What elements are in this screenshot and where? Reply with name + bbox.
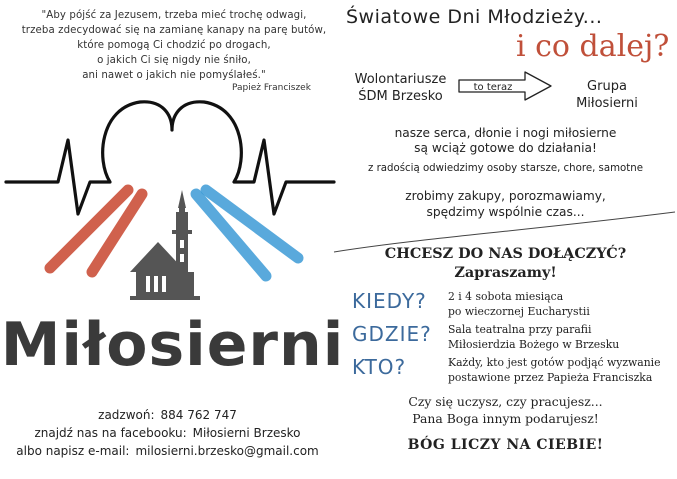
closing-text — [338, 393, 673, 427]
heartbeat-heart-line — [6, 102, 334, 214]
detail-line: po wieczornej Eucharystii — [448, 305, 590, 318]
closing-line: Czy się uczysz, czy pracujesz... — [408, 394, 603, 409]
to-group — [552, 78, 662, 112]
facebook-value: Miłosierni Brzesko — [192, 426, 301, 440]
who-label: KTO? — [352, 355, 407, 379]
join-line: Zapraszamy! — [454, 264, 557, 281]
to-line: Miłosierni — [576, 96, 638, 111]
lead-text — [338, 126, 673, 156]
contact-facebook — [0, 426, 335, 440]
quote-line: o jakich Ci się nigdy nie śniło, — [97, 55, 251, 66]
when-text — [448, 289, 590, 319]
from-group — [343, 71, 458, 105]
join-line: CHCESZ DO NAS DOŁĄCZYĆ? — [384, 245, 627, 262]
emblem-heart-church — [0, 90, 340, 320]
facebook-label: znajdź nas na facebooku: — [34, 426, 187, 440]
quote-line: ani nawet o jakich nie pomyślałeś." — [82, 70, 266, 81]
blue-rays — [196, 190, 298, 276]
quote-author: Papież Franciszek — [232, 83, 311, 93]
small-text: z radością odwiedzimy osoby starsze, chore, samotne — [368, 163, 643, 174]
phone-label: zadzwoń: — [98, 408, 155, 422]
closing-line: Pana Boga innym podarujesz! — [412, 411, 599, 426]
title-line1: Światowe Dni Młodzieży... — [346, 6, 603, 28]
more-line: spędzimy wspólnie czas... — [426, 205, 585, 219]
arrow-icon — [455, 66, 555, 104]
quote-line: trzeba zdecydować się na zamianę kanapy na parę butów, — [21, 25, 327, 36]
quote-line: które pomogą Ci chodzić po drogach, — [77, 40, 271, 51]
quote-line: "Aby pójść za Jezusem, trzeba mieć trochę odwagi, — [41, 10, 307, 21]
title-line2: i co dalej? — [516, 29, 670, 64]
contact-email — [0, 444, 335, 458]
detail-line: postawione przez Papieża Franciszka — [448, 371, 653, 384]
where-text — [448, 322, 619, 352]
join-heading — [338, 244, 673, 282]
detail-line: Sala teatralna przy parafii — [448, 323, 592, 336]
from-line: Wolontariusze — [354, 72, 447, 87]
where-label: GDZIE? — [352, 322, 432, 346]
email-value: milosierni.brzesko@gmail.com — [135, 444, 319, 458]
to-line: Grupa — [587, 79, 627, 94]
lead-line: są wciąż gotowe do działania! — [414, 141, 597, 155]
brand-logo-text: Miłosierni — [0, 310, 345, 380]
detail-line: Miłosierdzia Bożego w Brzesku — [448, 338, 620, 351]
detail-line: Każdy, kto jest gotów podjąć wyzwanie — [448, 356, 661, 369]
arrow-label: to teraz — [473, 82, 513, 93]
contact-phone — [0, 408, 335, 422]
email-label: albo napisz e-mail: — [16, 444, 130, 458]
from-line: ŚDM Brzesko — [358, 89, 443, 104]
when-label: KIEDY? — [352, 289, 427, 313]
quote — [20, 8, 328, 83]
who-text — [448, 355, 661, 385]
lead-line: nasze serca, dłonie i nogi miłosierne — [394, 126, 617, 140]
final-slogan: BÓG LICZY NA CIEBIE! — [407, 437, 604, 453]
more-line: zrobimy zakupy, porozmawiamy, — [405, 189, 606, 203]
detail-line: 2 i 4 sobota miesiąca — [448, 290, 564, 303]
phone-value: 884 762 747 — [160, 408, 237, 422]
